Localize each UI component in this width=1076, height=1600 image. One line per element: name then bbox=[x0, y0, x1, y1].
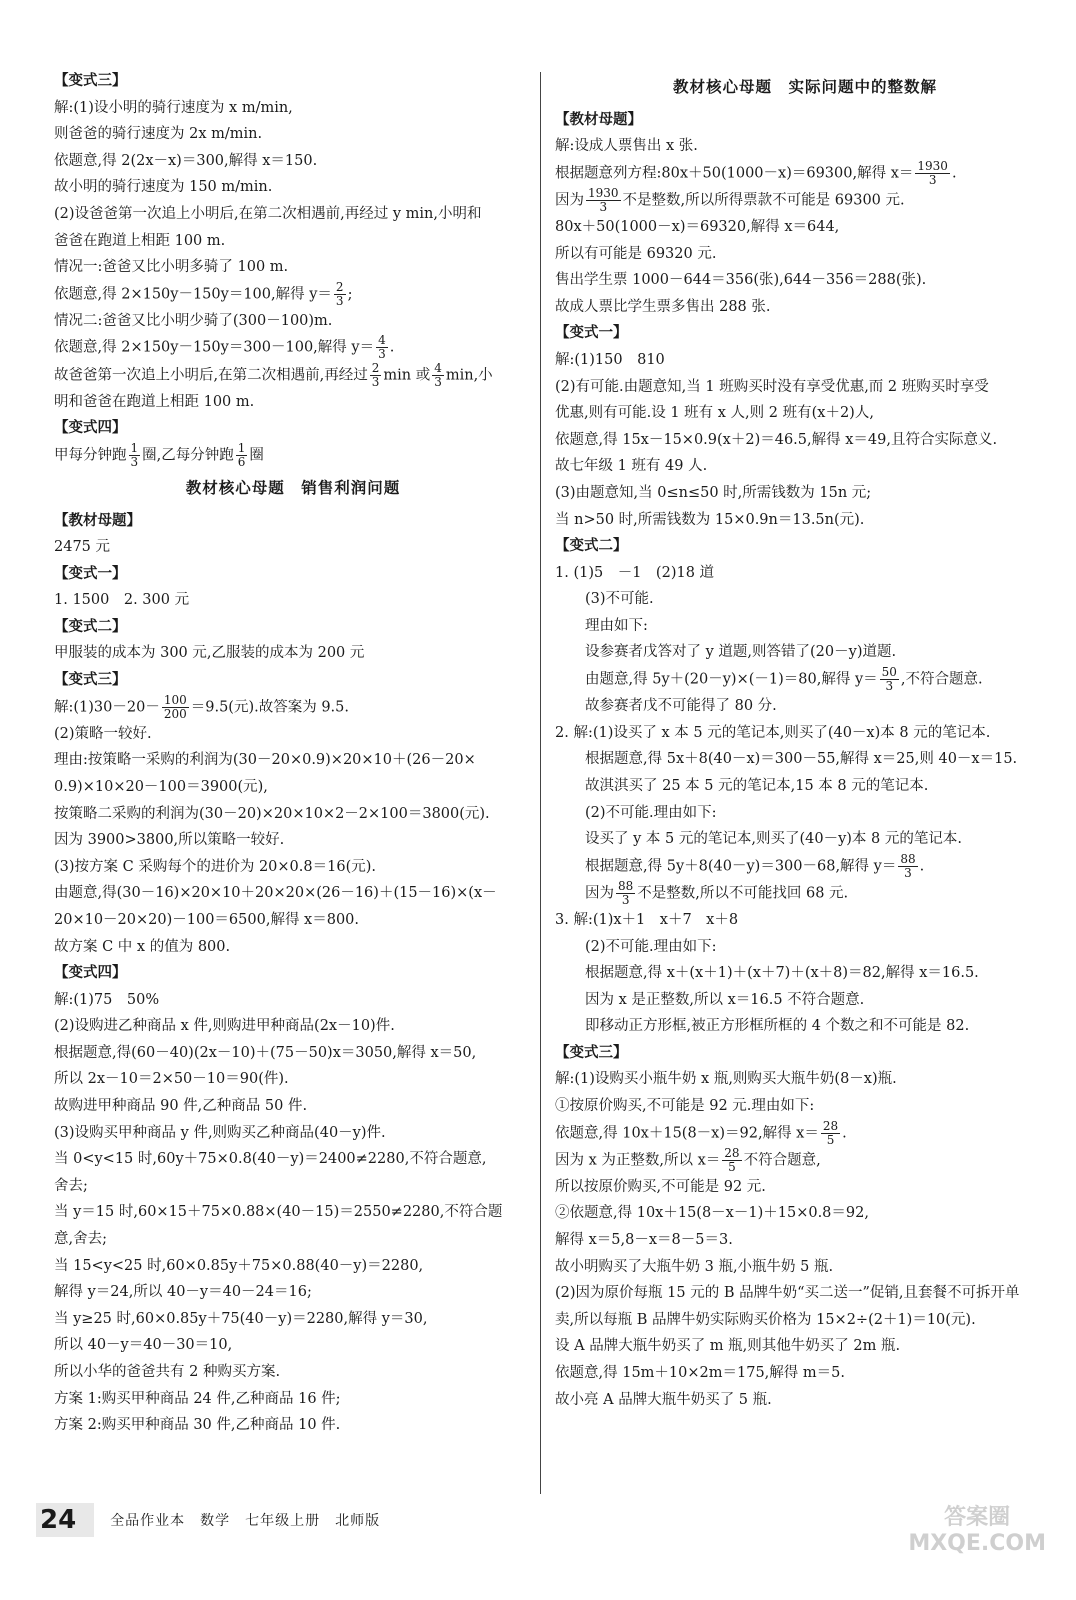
text-line: (2)设购进乙种商品 x 件,则购进甲种商品(2x－10)件. bbox=[54, 1018, 395, 1035]
text-line: 由题意,得(30－16)×20×10＋20×20×(26－16)＋(15－16)×(x－ bbox=[54, 885, 497, 902]
text-line: 明和爸爸在跑道上相距 100 m. bbox=[54, 393, 255, 410]
text-line: 方案 2:购买甲种商品 30 件,乙种商品 10 件. bbox=[54, 1417, 341, 1434]
text-line: 1. (1)5 －1 (2)18 道 bbox=[555, 564, 715, 581]
fraction bbox=[898, 853, 917, 880]
text-line: 根据题意,得 5x＋8(40－x)＝300－55,解得 x＝25,则 40－x＝15. bbox=[585, 751, 1018, 768]
text-line: 2475 元 bbox=[54, 539, 111, 556]
text-line: 因为 x 是正整数,所以 x＝16.5 不符合题意. bbox=[585, 991, 865, 1008]
fraction bbox=[880, 666, 899, 693]
formula-text: 因为 bbox=[555, 192, 584, 209]
text-line: 卖,所以每瓶 B 品牌牛奶实际购买价格为 15×2÷(2＋1)＝10(元). bbox=[555, 1311, 976, 1328]
text-line: 根据题意,得(60－40)(2x－10)＋(75－50)x＝3050,解得 x＝50, bbox=[54, 1044, 477, 1061]
text-line: 故成人票比学生票多售出 288 张. bbox=[555, 298, 771, 315]
formula-line bbox=[555, 160, 1055, 187]
formula-line bbox=[555, 853, 1055, 880]
text-line: 3. 解:(1)x＋1 x＋7 x＋8 bbox=[555, 911, 739, 928]
fraction-numerator: 4 bbox=[378, 333, 386, 348]
text-line: 根据题意,得 x＋(x＋1)＋(x＋7)＋(x＋8)＝82,解得 x＝16.5. bbox=[585, 965, 979, 982]
text-line: (2)策略一较好. bbox=[54, 725, 152, 742]
fraction-numerator: 100 bbox=[163, 692, 187, 707]
formula-text: 由题意,得 5y＋(20－y)×(－1)＝80,解得 y＝ bbox=[585, 671, 878, 688]
text-line: 所以按原价购买,不可能是 92 元. bbox=[555, 1178, 766, 1195]
formula-text: 故爸爸第一次追上小明后,在第二次相遇前,再经过 bbox=[54, 367, 368, 384]
text-line: (2)不可能.理由如下: bbox=[585, 804, 717, 821]
fraction-denominator: 3 bbox=[335, 293, 344, 308]
text-line: 故七年级 1 班有 49 人. bbox=[555, 458, 708, 475]
text-line: ②依题意,得 10x＋15(8－x－1)＋15×0.8＝92, bbox=[555, 1205, 869, 1222]
subsection-tag: 【变式三】 bbox=[555, 1043, 628, 1061]
text-line: 当 n>50 时,所需钱数为 15×0.9n＝13.5n(元). bbox=[555, 511, 865, 528]
subsection-tag: 【变式三】 bbox=[54, 72, 127, 89]
text-line: 20×10－20×20)－100＝6500,解得 x＝800. bbox=[54, 911, 360, 928]
text-line: (2)设爸爸第一次追上小明后,在第二次相遇前,再经过 y min,小明和 bbox=[54, 205, 482, 222]
text-line: 故参赛者戊不可能得了 80 分. bbox=[585, 698, 777, 715]
fraction-numerator: 1930 bbox=[588, 185, 619, 200]
text-line: 爸爸在跑道上相距 100 m. bbox=[54, 232, 226, 249]
text-line: 当 y≥25 时,60×0.85y＋75(40－y)＝2280,解得 y＝30, bbox=[54, 1310, 428, 1327]
formula-line bbox=[54, 334, 532, 361]
text-line: 2. 解:(1)设买了 x 本 5 元的笔记本,则买了(40－x)本 8 元的笔记本. bbox=[555, 724, 991, 741]
text-line: 因为 3900>3800,所以策略一较好. bbox=[54, 832, 285, 849]
text-line: 设 A 品牌大瓶牛奶买了 m 瓶,则其他牛奶买了 2m 瓶. bbox=[555, 1338, 901, 1355]
text-line: 情况二:爸爸又比小明少骑了(300－100)m. bbox=[54, 312, 333, 329]
fraction-numerator: 4 bbox=[434, 360, 442, 375]
column-divider bbox=[540, 72, 541, 1494]
formula-line bbox=[54, 362, 532, 389]
left-column bbox=[54, 68, 532, 1439]
text-line: 依题意,得 15x－15×0.9(x＋2)＝46.5,解得 x＝49,且符合实际意义. bbox=[555, 431, 998, 448]
fraction-numerator: 1 bbox=[237, 440, 246, 455]
formula-text: . bbox=[842, 1125, 847, 1142]
formula-text: . bbox=[919, 858, 925, 875]
subsection-tag: 【教材母题】 bbox=[555, 110, 642, 128]
subsection-tag: 【变式四】 bbox=[54, 964, 127, 982]
text-line: (3)按方案 C 采购每个的进价为 20×0.8＝16(元). bbox=[54, 858, 376, 875]
fraction bbox=[334, 281, 346, 308]
text-line: 解:设成人票售出 x 张. bbox=[555, 138, 698, 155]
text-line: 甲服装的成本为 300 元,乙服装的成本为 200 元 bbox=[54, 645, 365, 662]
subsection-tag: 【变式一】 bbox=[54, 564, 127, 582]
text-line: (2)因为原价每瓶 15 元的 B 品牌牛奶“买二送一”促销,且套餐不可拆开单 bbox=[555, 1285, 1020, 1302]
text-line: 当 0<y<15 时,60y＋75×0.8(40－y)＝2400≠2280,不符合题意, bbox=[54, 1151, 487, 1168]
formula-line bbox=[555, 666, 1055, 693]
text-line: 所以 2x－10＝2×50－10＝90(件). bbox=[54, 1071, 289, 1088]
text-line: (3)设购买甲种商品 y 件,则购买乙种商品(40－y)件. bbox=[54, 1124, 386, 1141]
text-line: 故小明的骑行速度为 150 m/min. bbox=[54, 179, 273, 196]
fraction-denominator: 6 bbox=[237, 454, 246, 469]
text-line: 故小亮 A 品牌大瓶牛奶买了 5 瓶. bbox=[555, 1391, 772, 1408]
formula-text: min 或 bbox=[383, 367, 431, 384]
fraction-denominator: 5 bbox=[728, 1159, 736, 1174]
text-line: ①按原价购买,不可能是 92 元.理由如下: bbox=[555, 1098, 815, 1115]
fraction bbox=[236, 442, 248, 469]
text-line: 解:(1)75 50% bbox=[54, 991, 160, 1008]
formula-line bbox=[555, 1120, 1055, 1147]
right-column bbox=[555, 68, 1055, 1413]
text-line: 所以小华的爸爸共有 2 种购买方案. bbox=[54, 1364, 281, 1380]
text-line: (3)不可能. bbox=[585, 591, 654, 608]
subsection-tag: 【变式三】 bbox=[54, 671, 127, 689]
text-line: 解得 x＝5,8－x＝8－5＝3. bbox=[555, 1232, 733, 1249]
fraction bbox=[162, 694, 189, 721]
fraction-denominator: 3 bbox=[378, 347, 386, 362]
page-number: 24 bbox=[36, 1503, 94, 1537]
fraction-numerator: 1 bbox=[130, 440, 139, 455]
formula-line bbox=[555, 187, 1055, 214]
fraction-numerator: 88 bbox=[900, 851, 916, 866]
subsection-tag: 【变式二】 bbox=[555, 537, 628, 555]
book-title: 全品作业本 数学 七年级上册 北师版 bbox=[110, 1513, 381, 1529]
text-line: 理由:按策略一采购的利润为(30－20×0.9)×20×10＋(26－20× bbox=[54, 752, 476, 769]
formula-text: 不是整数,所以所得票款不可能是 69300 元. bbox=[622, 192, 905, 209]
formula-line bbox=[54, 281, 532, 308]
fraction-numerator: 2 bbox=[335, 279, 344, 294]
formula-line bbox=[555, 1147, 1055, 1174]
text-line: 所以 40－y＝40－30＝10, bbox=[54, 1337, 233, 1354]
text-line: 优惠,则有可能.设 1 班有 x 人,则 2 班有(x＋2)人, bbox=[555, 405, 874, 422]
fraction-denominator: 3 bbox=[928, 172, 937, 187]
text-line: 情况一:爸爸又比小明多骑了 100 m. bbox=[54, 259, 289, 276]
formula-text: min,小 bbox=[445, 367, 493, 384]
text-line: 所以有可能是 69320 元. bbox=[555, 245, 717, 262]
formula-text: 依题意,得 2×150y－150y＝100,解得 y＝ bbox=[54, 286, 332, 303]
formula-line bbox=[555, 880, 1055, 907]
formula-text: 不符合题意, bbox=[743, 1152, 821, 1169]
text-line: 理由如下: bbox=[585, 617, 648, 634]
formula-line bbox=[54, 442, 532, 469]
formula-text: 甲每分钟跑 bbox=[54, 447, 127, 464]
section-heading: 教材核心母题 销售利润问题 bbox=[185, 477, 401, 497]
text-line: (2)不可能.理由如下: bbox=[585, 938, 717, 955]
page-footer bbox=[36, 1500, 380, 1540]
text-line: 80x＋50(1000－x)＝69320,解得 x＝644, bbox=[555, 218, 840, 235]
formula-line bbox=[54, 694, 532, 721]
text-line: 1. 1500 2. 300 元 bbox=[54, 592, 190, 609]
fraction bbox=[129, 442, 141, 469]
fraction-denominator: 3 bbox=[621, 892, 630, 907]
fraction-denominator: 3 bbox=[130, 454, 139, 469]
text-line: 故购进甲种商品 90 件,乙种商品 50 件. bbox=[54, 1098, 308, 1115]
text-line: 设参赛者戊答对了 y 道题,则答错了(20－y)道题. bbox=[585, 644, 897, 661]
formula-text: . bbox=[389, 339, 395, 356]
fraction-numerator: 28 bbox=[822, 1118, 839, 1133]
subsection-tag: 【变式二】 bbox=[54, 617, 127, 635]
text-line: 0.9)×10×20－100＝3900(元), bbox=[54, 778, 268, 795]
subsection-tag: 【变式一】 bbox=[555, 324, 628, 342]
text-line: 故淇淇买了 25 本 5 元的笔记本,15 本 8 元的笔记本. bbox=[585, 777, 929, 794]
watermark-line2: MXQE.COM bbox=[908, 1531, 1046, 1556]
text-line: 按策略二采购的利润为(30－20)×20×10×2－2×100＝3800(元). bbox=[54, 805, 490, 822]
text-line: (3)由题意知,当 0≤n≤50 时,所需钱数为 15n 元; bbox=[555, 484, 872, 501]
fraction-numerator: 1930 bbox=[917, 158, 948, 173]
formula-text: ＝9.5(元).故答案为 9.5. bbox=[190, 699, 349, 716]
fraction bbox=[616, 880, 635, 907]
fraction bbox=[376, 334, 388, 361]
subsection-tag: 【变式四】 bbox=[54, 419, 127, 437]
formula-text: 圈 bbox=[249, 447, 264, 464]
section-heading: 教材核心母题 实际问题中的整数解 bbox=[672, 77, 937, 96]
text-line: 即移动正方形框,被正方形框所框的 4 个数之和不可能是 82. bbox=[585, 1018, 970, 1035]
text-line: 意,舍去; bbox=[54, 1231, 107, 1248]
text-line: 当 15<y<25 时,60×0.85y＋75×0.88(40－y)＝2280, bbox=[54, 1257, 424, 1274]
fraction-numerator: 88 bbox=[618, 878, 634, 893]
formula-text: 解:(1)30－20－ bbox=[54, 699, 160, 716]
text-line: 方案 1:购买甲种商品 24 件,乙种商品 16 件; bbox=[54, 1390, 341, 1407]
fraction-numerator: 28 bbox=[724, 1145, 740, 1160]
fraction-numerator: 2 bbox=[371, 360, 380, 375]
formula-text: 因为 bbox=[585, 885, 614, 902]
fraction-denominator: 3 bbox=[599, 199, 608, 214]
formula-text: ; bbox=[347, 286, 353, 303]
fraction-numerator: 50 bbox=[881, 665, 897, 680]
text-line: 解得 y＝24,所以 40－y＝40－24＝16; bbox=[54, 1284, 312, 1301]
formula-text: 依题意,得 2×150y－150y＝300－100,解得 y＝ bbox=[54, 339, 375, 356]
text-line: 解:(1)设购买小瓶牛奶 x 瓶,则购买大瓶牛奶(8－x)瓶. bbox=[555, 1071, 897, 1088]
fraction bbox=[722, 1147, 741, 1174]
formula-text: 根据题意,得 5y＋8(40－y)＝300－68,解得 y＝ bbox=[585, 858, 897, 875]
fraction-denominator: 3 bbox=[371, 374, 380, 389]
fraction bbox=[586, 187, 621, 214]
formula-text: ,不符合题意. bbox=[900, 671, 983, 688]
fraction-denominator: 5 bbox=[826, 1132, 835, 1147]
text-line: 故方案 C 中 x 的值为 800. bbox=[54, 938, 231, 955]
text-line: (2)有可能.由题意知,当 1 班购买时没有享受优惠,而 2 班购买时享受 bbox=[555, 378, 989, 395]
text-line: 解:(1)设小明的骑行速度为 x m/min, bbox=[54, 99, 293, 116]
text-line: 设买了 y 本 5 元的笔记本,则买了(40－y)本 8 元的笔记本. bbox=[585, 831, 962, 848]
watermark bbox=[908, 1505, 1046, 1557]
text-line: 依题意,得 15m＋10×2m＝175,解得 m＝5. bbox=[555, 1365, 845, 1381]
formula-text: 不是整数,所以不可能找回 68 元. bbox=[637, 885, 849, 902]
fraction-denominator: 3 bbox=[434, 374, 442, 389]
text-line: 解:(1)150 810 bbox=[555, 351, 665, 368]
text-line: 舍去; bbox=[54, 1177, 88, 1194]
fraction-denominator: 3 bbox=[904, 865, 912, 880]
text-line: 售出学生票 1000－644＝356(张),644－356＝288(张). bbox=[555, 272, 927, 289]
text-line: 当 y＝15 时,60×15＋75×0.88×(40－15)＝2550≠2280,不符合题 bbox=[54, 1204, 503, 1221]
formula-text: 圈,乙每分钟跑 bbox=[142, 447, 234, 464]
formula-text: 依题意,得 10x＋15(8－x)＝92,解得 x＝ bbox=[555, 1125, 819, 1142]
watermark-line1: 答案圈 bbox=[944, 1505, 1011, 1530]
formula-text: 根据题意列方程:80x＋50(1000－x)＝69300,解得 x＝ bbox=[555, 165, 914, 182]
subsection-tag: 【教材母题】 bbox=[54, 511, 141, 529]
fraction-denominator: 200 bbox=[163, 706, 187, 721]
fraction-denominator: 3 bbox=[885, 679, 894, 694]
text-line: 依题意,得 2(2x－x)＝300,解得 x＝150. bbox=[54, 152, 318, 169]
text-line: 则爸爸的骑行速度为 2x m/min. bbox=[54, 126, 263, 143]
fraction bbox=[915, 160, 950, 187]
fraction bbox=[821, 1120, 840, 1147]
formula-text: 因为 x 为正整数,所以 x＝ bbox=[555, 1152, 721, 1169]
fraction bbox=[370, 362, 382, 389]
text-line: 故小明购买了大瓶牛奶 3 瓶,小瓶牛奶 5 瓶. bbox=[555, 1258, 834, 1275]
fraction bbox=[432, 362, 444, 389]
formula-text: . bbox=[951, 165, 957, 182]
